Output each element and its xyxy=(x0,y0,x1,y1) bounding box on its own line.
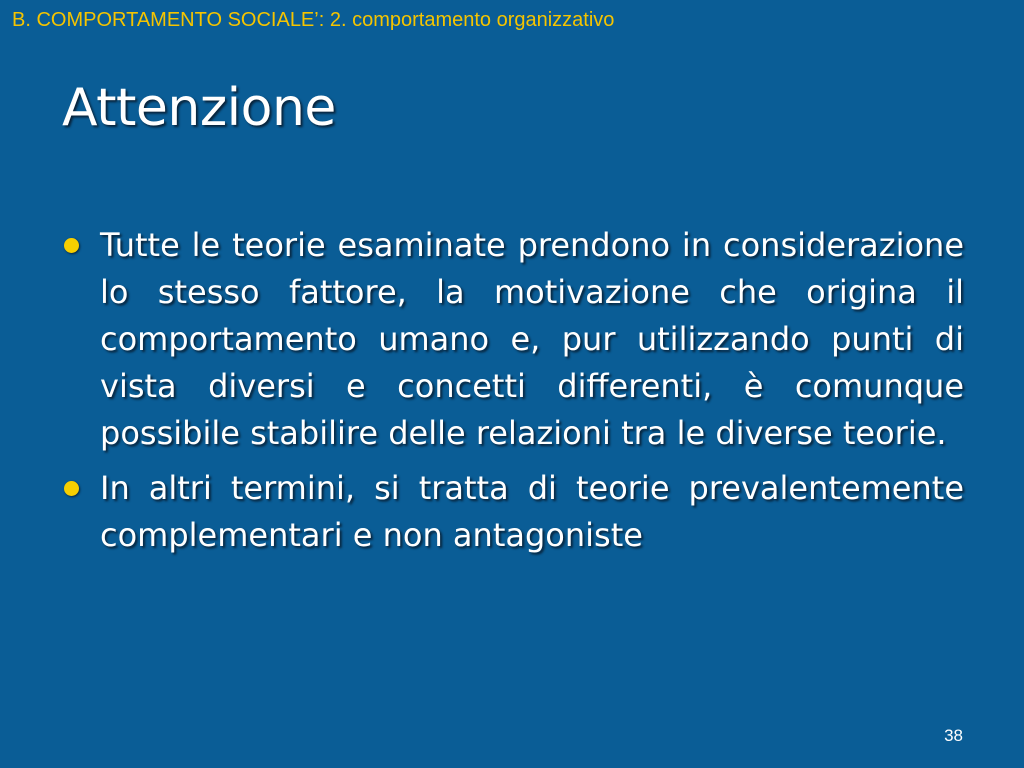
slide-title: Attenzione xyxy=(62,78,336,138)
bullet-item xyxy=(62,222,964,457)
bullet-marker-icon xyxy=(64,481,79,496)
bullet-item xyxy=(62,465,964,559)
bullet-marker-icon xyxy=(64,238,79,253)
slide-header: B. COMPORTAMENTO SOCIALE’: 2. comportamento organizzativo xyxy=(12,9,615,31)
page-number: 38 xyxy=(944,726,963,745)
bullet-list xyxy=(62,222,964,567)
bullet-text: Tutte le teorie esaminate prendono in considerazione lo stesso fattore, la motivazione che origina il comportamento umano e, pur utilizzando punti di vista diversi e concetti differenti, è comunque possibile stabilire delle relazioni tra le diverse teorie. xyxy=(100,226,964,452)
bullet-text: In altri termini, si tratta di teorie prevalentemente complementari e non antagoniste xyxy=(100,469,964,554)
